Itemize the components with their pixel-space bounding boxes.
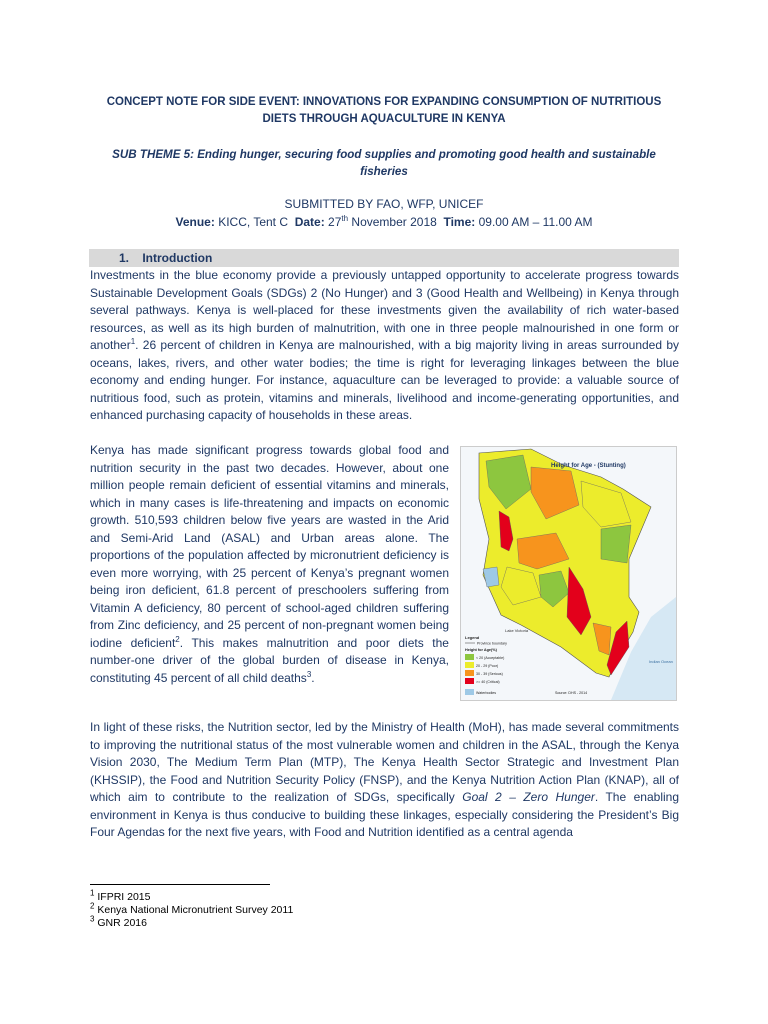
section-heading-bar: [89, 249, 679, 267]
legend-swatch: [465, 654, 474, 660]
map-title: Height for Age - (Stunting): [551, 463, 626, 469]
footnote-text: IFPRI 2015: [97, 891, 151, 903]
legend-title: Legend: [465, 635, 480, 640]
legend-swatch: [465, 678, 474, 684]
section-heading: 1. Introduction: [119, 251, 213, 265]
lake-label: Lake Victoria: [505, 628, 529, 633]
paragraph-text: .: [311, 670, 315, 685]
region-acceptable: [601, 525, 631, 563]
footnote-ref[interactable]: 1: [130, 337, 136, 346]
paragraph-text: . 26 percent of children in Kenya are malnourished, with a big majority living in areas surrounded by oceans, lakes, rivers, and other water bodies; the time is right for leveraging linkages between the blue economy and ending hunger. For instance, aquaculture can be leveraged to provide: a valuable source of nutritious food, such as protein, vitamins and minerals, livelihood and income-generating opportunities, and enhanced purchasing capacity of households in these areas.: [90, 338, 679, 422]
legend-label: 20 - 29 (Poor): [476, 664, 499, 668]
date-suffix: th: [341, 214, 349, 223]
legend-swatch: [465, 662, 474, 668]
date-rest: November 2018: [351, 215, 437, 229]
footnote-number: 2: [90, 901, 95, 911]
kenya-map: [461, 447, 676, 700]
date-label: Date:: [294, 215, 325, 229]
footnote: [90, 888, 151, 904]
legend-swatch: [465, 689, 474, 695]
venue-label: Venue:: [175, 215, 215, 229]
footnote-number: 1: [90, 888, 95, 898]
footnote-divider: [90, 884, 270, 885]
legend-label: Waterbodies: [476, 691, 497, 695]
legend-label: >= 40 (Critical): [476, 680, 500, 684]
footnote-text: Kenya National Micronutrient Survey 2011: [97, 904, 294, 916]
paragraph-text: Investments in the blue economy provide a previously untapped opportunity to accelerate progress towards Sustainable Development Goals (SDGs) 2 (No Hunger) and 3 (Good Health and Wellbeing) in Kenya through several pathways. Kenya is well-placed for these investments given the availability of rich water-based resources, as well as its high burden of malnutrition, with one in three people malnourished in one form or another: [90, 268, 679, 352]
footnote-ref[interactable]: 2: [175, 634, 180, 644]
paragraph-text: Kenya has made significant progress towards global food and nutrition security in the past two decades. However, about one million people remain deficient of essential vitamins and minerals, which in many cases is life-threatening and impacts on economic growth. 510,593 children below five years are wasted in the Arid and Semi-Arid Land (ASAL) and Urban areas alone. The proportions of the population affected by micronutrient deficiency is even more worrying, with 25 percent of Kenya’s pregnant women being iron deficient, 61.8 percent of preschoolers suffering from Vitamin A deficiency, 80 percent of school-aged children suffering from Zinc deficiency, and 25 percent of non-pregnant women being iodine deficient: [90, 443, 449, 650]
stunting-map-figure: [460, 446, 677, 701]
event-details: [90, 214, 678, 231]
map-source: Source: DHS - 2014: [555, 691, 588, 695]
document-title: CONCEPT NOTE FOR SIDE EVENT: INNOVATIONS FOR EXPANDING CONSUMPTION OF NUTRITIOUS DIETS THROUGH AQUACULTURE IN KENYA: [106, 96, 662, 125]
legend-swatch: [465, 670, 474, 676]
time-value: 09.00 AM – 11.00 AM: [478, 215, 593, 229]
intro-paragraph-3: [90, 719, 679, 842]
date-day: 27: [328, 215, 342, 229]
paragraph-text: In light of these risks, the Nutrition sector, led by the Ministry of Health (MoH), has made several commitments to improving the nutritional status of the most vulnerable women and children in the ASAL, through the Kenya Vision 2030, The Medium Term Plan (MTP), The Kenya Health Sector Strategic and Investment Plan (KHSSIP), the Food and Nutrition Security Policy (FNSP), and the Kenya Nutrition Action Plan (KNAP), all of which aim to contribute to the realization of SDGs, specifically: [90, 720, 679, 804]
paragraph-text: . The enabling environment in Kenya is thus conducive to building these linkages, especially considering the President’s Big Four Agendas for the next five years, with Food and Nutrition identified as a central agenda: [90, 790, 679, 839]
legend-label: 30 - 39 (Serious): [476, 672, 503, 676]
footnote: [90, 901, 294, 917]
legend-label: < 20 (Acceptable): [476, 656, 505, 660]
intro-paragraph-1: [90, 267, 679, 425]
footnote-number: 3: [90, 914, 95, 924]
paragraph-text: . This makes malnutrition and poor diets the number-one driver of the global burden of disease in Kenya, constituting 45 percent of all child deaths: [90, 635, 449, 685]
goal-text: Goal 2 – Zero Hunger: [462, 790, 595, 804]
time-label: Time:: [443, 215, 476, 229]
intro-paragraph-2: [90, 442, 449, 687]
submitted-by: SUBMITTED BY FAO, WFP, UNICEF: [284, 197, 484, 211]
ocean-label: Indian Ocean: [649, 659, 673, 664]
venue-value: KICC, Tent C: [218, 215, 289, 229]
legend-subtitle: Height for Age(%): [465, 648, 497, 652]
legend-boundary: Province boundary: [477, 641, 507, 646]
footnote-text: GNR 2016: [97, 917, 147, 929]
document-subtheme: SUB THEME 5: Ending hunger, securing food supplies and promoting good health and sustainable fisheries: [112, 148, 656, 178]
footnote-ref[interactable]: 3: [306, 669, 312, 679]
footnote: [90, 914, 147, 930]
